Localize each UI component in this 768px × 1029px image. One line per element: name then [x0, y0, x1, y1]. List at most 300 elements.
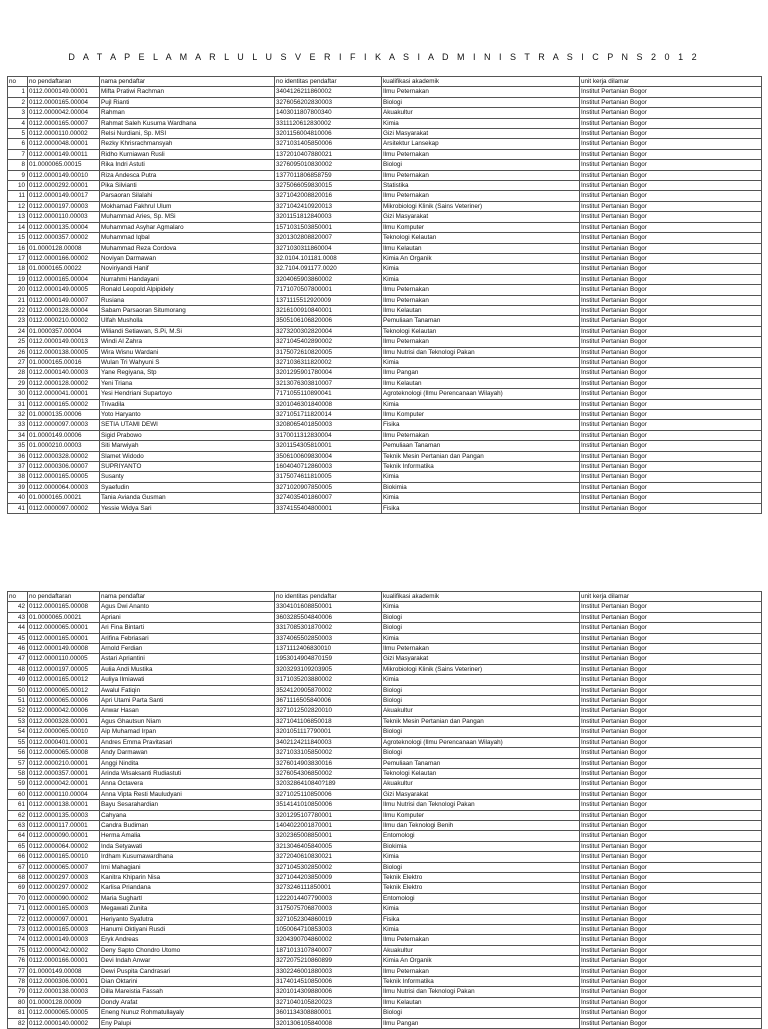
cell-registration-number: 0112.0000042.00002 [28, 945, 100, 955]
cell-academic-qualification: Ilmu dan Teknologi Benih [382, 820, 580, 830]
cell-academic-qualification: Ilmu Kelautan [382, 305, 580, 315]
cell-identity-number: 3271025110850006 [275, 789, 382, 799]
cell-work-unit: Institut Pertanian Bogor [580, 748, 762, 758]
cell-registration-number: 0112.0000065.00012 [28, 685, 100, 695]
cell-applicant-name: Inda Setyawati [100, 841, 275, 851]
cell-work-unit: Institut Pertanian Bogor [580, 623, 762, 633]
cell-no: 52 [8, 706, 28, 716]
cell-applicant-name: Aulia Andi Mustika [100, 664, 275, 674]
cell-no: 18 [8, 264, 28, 274]
cell-work-unit: Institut Pertanian Bogor [580, 768, 762, 778]
cell-applicant-name: Candra Budiman [100, 820, 275, 830]
cell-identity-number: 3202365008850001 [275, 831, 382, 841]
cell-registration-number: 0112.0000065.00001 [28, 623, 100, 633]
cell-work-unit: Institut Pertanian Bogor [580, 633, 762, 643]
cell-identity-number: 3271031405850006 [275, 139, 382, 149]
cell-work-unit: Institut Pertanian Bogor [580, 482, 762, 492]
cell-academic-qualification: Biologi [382, 160, 580, 170]
cell-identity-number: 1377011806858759 [275, 170, 382, 180]
cell-academic-qualification: Teknik Elektro [382, 883, 580, 893]
cell-no: 5 [8, 129, 28, 139]
cell-no: 50 [8, 685, 28, 695]
cell-work-unit: Institut Pertanian Bogor [580, 305, 762, 315]
cell-registration-number: 0112.0000165.00003 [28, 925, 100, 935]
cell-identity-number: 3374155404800001 [275, 503, 382, 513]
cell-identity-number: 3271041106850018 [275, 716, 382, 726]
cell-applicant-name: Dilla Mareistia Fassah [100, 987, 275, 997]
cell-identity-number: 3175074611810005 [275, 472, 382, 482]
cell-academic-qualification: Biologi [382, 862, 580, 872]
cell-work-unit: Institut Pertanian Bogor [580, 810, 762, 820]
cell-identity-number: 3274035401860007 [275, 493, 382, 503]
cell-academic-qualification: Teknik Mesin Pertanian dan Pangan [382, 716, 580, 726]
cell-academic-qualification: Ilmu Kelautan [382, 378, 580, 388]
cell-registration-number: 0112.0000328.00001 [28, 716, 100, 726]
cell-registration-number: 0112.0000110.00004 [28, 789, 100, 799]
cell-applicant-name: Muhammad Asyhar Agmalaro [100, 222, 275, 232]
cell-work-unit: Institut Pertanian Bogor [580, 191, 762, 201]
cell-academic-qualification: Kimia [382, 399, 580, 409]
cell-academic-qualification: Biologi [382, 696, 580, 706]
cell-registration-number: 01.0000135.00006 [28, 410, 100, 420]
cell-no: 56 [8, 748, 28, 758]
cell-work-unit: Institut Pertanian Bogor [580, 883, 762, 893]
cell-applicant-name: Irdham Kusumawardhana [100, 852, 275, 862]
cell-applicant-name: Herma Amalia [100, 831, 275, 841]
cell-registration-number: 01.0000128.00008 [28, 243, 100, 253]
cell-applicant-name: Andres Emma Pravitasari [100, 737, 275, 747]
cell-work-unit: Institut Pertanian Bogor [580, 914, 762, 924]
cell-academic-qualification: Ilmu Peternakan [382, 935, 580, 945]
cell-identity-number: 3271045302850002 [275, 862, 382, 872]
cell-identity-number: 3201046301840008 [275, 399, 382, 409]
table-row [8, 852, 762, 862]
cell-no: 25 [8, 337, 28, 347]
cell-applicant-name: SETIA UTAMI DEWI [100, 420, 275, 430]
cell-identity-number: 3311120612830002 [275, 118, 382, 128]
cell-registration-number: 01.0000128.00009 [28, 997, 100, 1007]
table-row [8, 644, 762, 654]
cell-no: 42 [8, 602, 28, 612]
cell-academic-qualification: Pemuliaan Tanaman [382, 441, 580, 451]
cell-applicant-name: Cahyana [100, 810, 275, 820]
cell-identity-number: 3276014903830016 [275, 758, 382, 768]
cell-registration-number: 0112.0000149.00017 [28, 191, 100, 201]
cell-academic-qualification: Kimia [382, 602, 580, 612]
cell-no: 72 [8, 914, 28, 924]
cell-academic-qualification: Fisika [382, 420, 580, 430]
cell-no: 71 [8, 904, 28, 914]
cell-identity-number: 3201306105840008 [275, 1018, 382, 1028]
cell-applicant-name: Astari Apriantini [100, 654, 275, 664]
cell-academic-qualification: Ilmu Pangan [382, 1018, 580, 1028]
table-row [8, 399, 762, 409]
table-row [8, 170, 762, 180]
cell-academic-qualification: Kimia [382, 264, 580, 274]
cell-no: 23 [8, 316, 28, 326]
cell-registration-number: 0112.0000166.00002 [28, 253, 100, 263]
table-row [8, 810, 762, 820]
cell-work-unit: Institut Pertanian Bogor [580, 997, 762, 1007]
table-row [8, 664, 762, 674]
cell-identity-number: 1404022001870001 [275, 820, 382, 830]
cell-applicant-name: Andy Darmawan [100, 748, 275, 758]
cell-work-unit: Institut Pertanian Bogor [580, 326, 762, 336]
cell-academic-qualification: Fisika [382, 914, 580, 924]
cell-no: 48 [8, 664, 28, 674]
cell-applicant-name: Wiliandi Setiawan, S.Pi, M.Si [100, 326, 275, 336]
cell-no: 13 [8, 212, 28, 222]
cell-identity-number: 3302246001880003 [275, 966, 382, 976]
cell-no: 12 [8, 201, 28, 211]
cell-academic-qualification: Biologi [382, 623, 580, 633]
cell-identity-number: 3201295107780001 [275, 810, 382, 820]
cell-no: 68 [8, 872, 28, 882]
table-row [8, 654, 762, 664]
cell-academic-qualification: Gizi Masyarakat [382, 129, 580, 139]
cell-no: 14 [8, 222, 28, 232]
cell-no: 47 [8, 654, 28, 664]
cell-registration-number: 0112.0000042.00004 [28, 108, 100, 118]
cell-registration-number: 0112.0000065.00010 [28, 727, 100, 737]
cell-academic-qualification: Kimia [382, 904, 580, 914]
cell-work-unit: Institut Pertanian Bogor [580, 852, 762, 862]
cell-work-unit: Institut Pertanian Bogor [580, 430, 762, 440]
cell-no: 82 [8, 1018, 28, 1028]
cell-no: 19 [8, 274, 28, 284]
cell-academic-qualification: Kimia [382, 633, 580, 643]
cell-no: 41 [8, 503, 28, 513]
table-row [8, 368, 762, 378]
cell-registration-number: 01.0000165.00016 [28, 357, 100, 367]
cell-academic-qualification: Ilmu Peternakan [382, 87, 580, 97]
cell-applicant-name: SUPRIYANTO [100, 462, 275, 472]
column-header-identity-number: no identitas pendaftar [275, 592, 382, 602]
table-row [8, 623, 762, 633]
cell-academic-qualification: Biokimia [382, 841, 580, 851]
table-header-row [8, 77, 762, 87]
cell-no: 54 [8, 727, 28, 737]
cell-academic-qualification: Biologi [382, 1008, 580, 1018]
cell-registration-number: 0112.0000128.00004 [28, 305, 100, 315]
cell-work-unit: Institut Pertanian Bogor [580, 295, 762, 305]
cell-academic-qualification: Ilmu Nutrisi dan Teknologi Pakan [382, 347, 580, 357]
cell-identity-number: 1371115512920009 [275, 295, 382, 305]
cell-applicant-name: Mifta Pratiwi Rachman [100, 87, 275, 97]
cell-academic-qualification: Mikrobiologi Klinik (Sains Veteriner) [382, 664, 580, 674]
cell-registration-number: 0112.0000149.00003 [28, 935, 100, 945]
cell-identity-number: 3271020907850005 [275, 482, 382, 492]
cell-academic-qualification: Ilmu Peternakan [382, 430, 580, 440]
cell-work-unit: Institut Pertanian Bogor [580, 493, 762, 503]
cell-academic-qualification: Arsitektur Lansekap [382, 139, 580, 149]
cell-applicant-name: Eryk Andreas [100, 935, 275, 945]
cell-applicant-name: Kanitra Khiparin Nisa [100, 872, 275, 882]
cell-registration-number: 0112.0000149.00007 [28, 295, 100, 305]
cell-no: 1 [8, 87, 28, 97]
cell-applicant-name: Yoto Haryanto [100, 410, 275, 420]
cell-registration-number: 0112.0000149.00005 [28, 285, 100, 295]
cell-applicant-name: Ronald Leopold Alpipidely [100, 285, 275, 295]
cell-registration-number: 0112.0000149.00008 [28, 644, 100, 654]
table-row [8, 503, 762, 513]
cell-no: 7 [8, 149, 28, 159]
cell-no: 30 [8, 389, 28, 399]
column-header-work-unit: unit kerja dilamar [580, 77, 762, 87]
cell-identity-number: 3601134308880001 [275, 1008, 382, 1018]
cell-registration-number: 01.0000165.00021 [28, 493, 100, 503]
cell-academic-qualification: Gizi Masyarakat [382, 212, 580, 222]
cell-academic-qualification: Kimia [382, 357, 580, 367]
cell-identity-number: 3175072610820005 [275, 347, 382, 357]
cell-academic-qualification: Ilmu Peternakan [382, 170, 580, 180]
cell-no: 34 [8, 430, 28, 440]
cell-work-unit: Institut Pertanian Bogor [580, 264, 762, 274]
cell-identity-number: 3204065903860002 [275, 274, 382, 284]
cell-registration-number: 01.0000357.00004 [28, 326, 100, 336]
cell-applicant-name: Parsaoran Silalahi [100, 191, 275, 201]
cell-work-unit: Institut Pertanian Bogor [580, 108, 762, 118]
cell-no: 27 [8, 357, 28, 367]
cell-work-unit: Institut Pertanian Bogor [580, 378, 762, 388]
cell-academic-qualification: Ilmu Peternakan [382, 149, 580, 159]
cell-academic-qualification: Teknik Informatika [382, 462, 580, 472]
cell-academic-qualification: Biologi [382, 748, 580, 758]
table-row [8, 925, 762, 935]
cell-registration-number: 0112.0000149.00011 [28, 149, 100, 159]
cell-academic-qualification: Teknik Mesin Pertanian dan Pangan [382, 451, 580, 461]
cell-registration-number: 0112.0000064.00002 [28, 841, 100, 851]
cell-identity-number: 3505106106820006 [275, 316, 382, 326]
table-header-row [8, 592, 762, 602]
cell-applicant-name: Susanty [100, 472, 275, 482]
table-row [8, 212, 762, 222]
cell-applicant-name: Heriyanto Syafutra [100, 914, 275, 924]
cell-registration-number: 0112.0000401.00001 [28, 737, 100, 747]
cell-work-unit: Institut Pertanian Bogor [580, 675, 762, 685]
cell-applicant-name: Rusiana [100, 295, 275, 305]
cell-work-unit: Institut Pertanian Bogor [580, 956, 762, 966]
cell-registration-number: 0112.0000090.00002 [28, 893, 100, 903]
cell-identity-number: 3603285504840006 [275, 612, 382, 622]
cell-registration-number: 0112.0000165.00004 [28, 97, 100, 107]
cell-identity-number: 3201154305810001 [275, 441, 382, 451]
cell-academic-qualification: Gizi Masyarakat [382, 789, 580, 799]
column-header-identity-number: no identitas pendaftar [275, 77, 382, 87]
cell-no: 65 [8, 841, 28, 851]
cell-work-unit: Institut Pertanian Bogor [580, 97, 762, 107]
cell-no: 39 [8, 482, 28, 492]
cell-no: 58 [8, 768, 28, 778]
cell-identity-number: 3216100910840001 [275, 305, 382, 315]
cell-academic-qualification: Ilmu Komputer [382, 810, 580, 820]
cell-academic-qualification: Teknologi Kelautan [382, 326, 580, 336]
cell-academic-qualification: Akuakultur [382, 706, 580, 716]
cell-no: 31 [8, 399, 28, 409]
cell-identity-number: 3201151812840003 [275, 212, 382, 222]
cell-applicant-name: Tania Avianda Gusman [100, 493, 275, 503]
cell-identity-number: 3524120905870002 [275, 685, 382, 695]
cell-academic-qualification: Ilmu Peternakan [382, 644, 580, 654]
cell-applicant-name: Pujl Rianti [100, 97, 275, 107]
cell-work-unit: Institut Pertanian Bogor [580, 872, 762, 882]
cell-work-unit: Institut Pertanian Bogor [580, 789, 762, 799]
cell-applicant-name: Slamet Widodo [100, 451, 275, 461]
cell-academic-qualification: Kimia An Organik [382, 253, 580, 263]
cell-registration-number: 0112.0000357.00002 [28, 233, 100, 243]
cell-no: 81 [8, 1008, 28, 1018]
cell-no: 80 [8, 997, 28, 1007]
cell-registration-number: 0112.0000065.00007 [28, 862, 100, 872]
cell-no: 62 [8, 810, 28, 820]
cell-work-unit: Institut Pertanian Bogor [580, 316, 762, 326]
cell-applicant-name: Apriani [100, 612, 275, 622]
table-row [8, 493, 762, 503]
table-row [8, 685, 762, 695]
cell-registration-number: 0112.0000065.00005 [28, 1008, 100, 1018]
cell-no: 6 [8, 139, 28, 149]
cell-registration-number: 01.0000165.00022 [28, 264, 100, 274]
table-row [8, 727, 762, 737]
cell-registration-number: 0112.0000064.00003 [28, 482, 100, 492]
cell-identity-number: 3272040610830021 [275, 852, 382, 862]
cell-work-unit: Institut Pertanian Bogor [580, 410, 762, 420]
cell-academic-qualification: Biokimia [382, 482, 580, 492]
cell-academic-qualification: Kimia [382, 118, 580, 128]
cell-identity-number: 3271012502820010 [275, 706, 382, 716]
cell-registration-number: 0112.0000135.00004 [28, 222, 100, 232]
cell-work-unit: Institut Pertanian Bogor [580, 862, 762, 872]
cell-no: 63 [8, 820, 28, 830]
cell-registration-number: 0112.0000297.00002 [28, 883, 100, 893]
cell-work-unit: Institut Pertanian Bogor [580, 831, 762, 841]
cell-work-unit: Institut Pertanian Bogor [580, 841, 762, 851]
column-header-registration-number: no pendaftaran [28, 77, 100, 87]
table-row [8, 347, 762, 357]
cell-no: 49 [8, 675, 28, 685]
cell-identity-number: 3203286410840?189 [275, 779, 382, 789]
cell-applicant-name: Rahmat Saleh Kusuma Wardhana [100, 118, 275, 128]
cell-applicant-name: Muhammad Iqbal [100, 233, 275, 243]
cell-identity-number: 3304101608850001 [275, 602, 382, 612]
column-header-academic-qualification: kualifikasi akademik [382, 77, 580, 87]
cell-identity-number: 7171070507800001 [275, 285, 382, 295]
cell-academic-qualification: Akuakultur [382, 779, 580, 789]
table-row [8, 181, 762, 191]
cell-registration-number: 0112.0000165.00005 [28, 472, 100, 482]
cell-no: 2 [8, 97, 28, 107]
cell-identity-number: 3272075210860899 [275, 956, 382, 966]
cell-identity-number: 1571031503850001 [275, 222, 382, 232]
cell-no: 15 [8, 233, 28, 243]
cell-work-unit: Institut Pertanian Bogor [580, 129, 762, 139]
cell-registration-number: 0112.0000048.00001 [28, 139, 100, 149]
cell-applicant-name: Aip Muhamad Irpan [100, 727, 275, 737]
cell-work-unit: Institut Pertanian Bogor [580, 368, 762, 378]
table-row [8, 274, 762, 284]
cell-applicant-name: Devi Indah Anwar [100, 956, 275, 966]
cell-applicant-name: Muhammad Reza Cordova [100, 243, 275, 253]
cell-identity-number: 3171035203880002 [275, 675, 382, 685]
cell-registration-number: 0112.0000306.00007 [28, 462, 100, 472]
cell-identity-number: 3170011312830004 [275, 430, 382, 440]
cell-work-unit: Institut Pertanian Bogor [580, 904, 762, 914]
cell-identity-number: 3203293109203905 [275, 664, 382, 674]
table-row [8, 410, 762, 420]
cell-no: 29 [8, 378, 28, 388]
cell-registration-number: 0112.0000197.00005 [28, 664, 100, 674]
table-row [8, 462, 762, 472]
table-row [8, 160, 762, 170]
column-header-applicant-name: nama pendaftar [100, 592, 275, 602]
cell-applicant-name: Bayu Sesarahardian [100, 800, 275, 810]
table-row [8, 482, 762, 492]
cell-academic-qualification: Kimia [382, 274, 580, 284]
cell-no: 35 [8, 441, 28, 451]
cell-no: 57 [8, 758, 28, 768]
cell-work-unit: Institut Pertanian Bogor [580, 1008, 762, 1018]
cell-applicant-name: Yessie Widya Sari [100, 503, 275, 513]
table-row [8, 696, 762, 706]
table-row [8, 430, 762, 440]
cell-work-unit: Institut Pertanian Bogor [580, 706, 762, 716]
cell-registration-number: 0112.0000065.00008 [28, 748, 100, 758]
cell-academic-qualification: Kimia [382, 493, 580, 503]
table-row [8, 233, 762, 243]
cell-academic-qualification: Ilmu Pangan [382, 368, 580, 378]
cell-no: 17 [8, 253, 28, 263]
cell-registration-number: 01.0000149.00006 [28, 430, 100, 440]
cell-work-unit: Institut Pertanian Bogor [580, 201, 762, 211]
cell-work-unit: Institut Pertanian Bogor [580, 758, 762, 768]
cell-no: 36 [8, 451, 28, 461]
cell-no: 75 [8, 945, 28, 955]
cell-no: 55 [8, 737, 28, 747]
cell-registration-number: 0112.0000097.00001 [28, 914, 100, 924]
cell-applicant-name: Siti Marwiyah [100, 441, 275, 451]
cell-work-unit: Institut Pertanian Bogor [580, 233, 762, 243]
cell-academic-qualification: Akuakultur [382, 108, 580, 118]
table-row [8, 800, 762, 810]
table-row [8, 945, 762, 955]
cell-no: 22 [8, 305, 28, 315]
cell-no: 43 [8, 612, 28, 622]
cell-no: 44 [8, 623, 28, 633]
cell-work-unit: Institut Pertanian Bogor [580, 441, 762, 451]
cell-identity-number: 3213046405840005 [275, 841, 382, 851]
cell-identity-number: 3271044203850009 [275, 872, 382, 882]
cell-applicant-name: Anggi Nindita [100, 758, 275, 768]
cell-registration-number: 0112.0000165.00001 [28, 633, 100, 643]
table-row [8, 295, 762, 305]
cell-applicant-name: Muhammad Aries, Sp. MSi [100, 212, 275, 222]
cell-no: 53 [8, 716, 28, 726]
cell-work-unit: Institut Pertanian Bogor [580, 820, 762, 830]
cell-no: 74 [8, 935, 28, 945]
cell-registration-number: 0112.0000117.00001 [28, 820, 100, 830]
table-row [8, 253, 762, 263]
cell-applicant-name: Wulan Tri Wahyuni S [100, 357, 275, 367]
cell-academic-qualification: Kimia An Organik [382, 956, 580, 966]
cell-applicant-name: Agus Dwi Ananto [100, 602, 275, 612]
cell-academic-qualification: Ilmu Kelautan [382, 997, 580, 1007]
table-row [8, 441, 762, 451]
cell-no: 38 [8, 472, 28, 482]
column-header-work-unit: unit kerja dilamar [580, 592, 762, 602]
cell-identity-number: 3271036311820002 [275, 357, 382, 367]
cell-identity-number: 3201295901780004 [275, 368, 382, 378]
table-row [8, 191, 762, 201]
